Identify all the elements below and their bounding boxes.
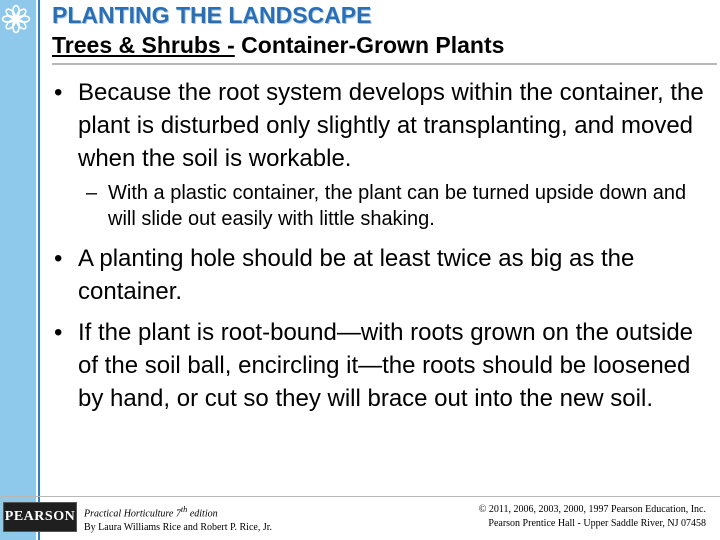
sub-bullet-mark: – [86,182,98,204]
edition-word: edition [187,508,218,520]
book-authors: By Laura Williams Rice and Robert P. Rice, Jr. [84,522,272,534]
bullet-item [52,76,712,175]
slide-title: PLANTING THE LANDSCAPE [52,2,372,28]
footer-copyright [479,503,706,531]
footer-book-info [84,503,272,535]
title-divider [52,63,717,65]
sub-bullet-text: With a plastic container, the plant can be turned upside down and will slide out easily with little shaking. [108,182,687,230]
bullet-text: If the plant is root-bound—with roots grown on the outside of the soil ball, encircling it—the roots should be loosened by hand, or cut so they will brace out into the new soil. [78,319,694,412]
sidebar-divider [38,0,40,540]
pearson-logo: PEARSON [3,502,77,532]
slide-body [52,76,712,415]
publisher-line: Pearson Prentice Hall - Upper Saddle River, NJ 07458 [488,518,706,529]
footer-divider [0,496,720,497]
sub-bullet-item [52,180,712,232]
bullet-mark: • [54,319,63,346]
edition-superscript: th [180,505,188,514]
bullet-text: Because the root system develops within the container, the plant is disturbed only slightly at transplanting, and moved when the soil is workable. [78,79,704,172]
subtitle-lead: Trees & Shrubs - [52,32,235,58]
flower-icon [1,4,31,34]
bullet-text: A planting hole should be at least twice as big as the container. [78,245,635,305]
sidebar-band [0,0,36,540]
bullet-item [52,316,712,415]
copyright-line: © 2011, 2006, 2003, 2000, 1997 Pearson Education, Inc. [478,504,706,515]
bullet-mark: • [54,245,63,272]
bullet-mark: • [54,79,63,106]
slide-subtitle [52,32,504,59]
subtitle-rest: Container-Grown Plants [234,32,505,58]
bullet-item [52,242,712,308]
book-title: Practical Horticulture 7 [84,508,181,520]
